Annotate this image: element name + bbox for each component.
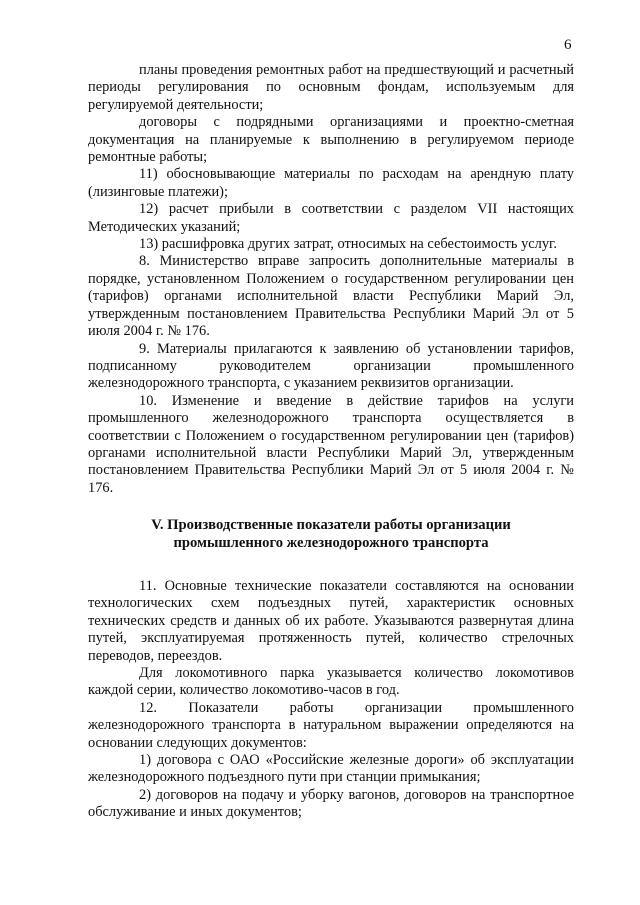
paragraph-8: 8. Министерство вправе запросить дополнительные материалы в порядке, установленном Положением о государственном регулировании цен (тарифов) органами исполнительной власти Республики Марий Эл, утвержденным постановлением Правительства Республики Марий Эл от 5 июля 2004 г. № 176. — [88, 253, 574, 340]
paragraph-12-item-1: 1) договора с ОАО «Российские железные дороги» об эксплуатации железнодорожного подъездного пути при станции примыкания; — [88, 752, 574, 786]
spacer — [88, 497, 574, 517]
spacer — [88, 552, 574, 578]
section-heading-line-1: V. Производственные показатели работы организации — [151, 517, 511, 534]
paragraph-12-item-2: 2) договоров на подачу и уборку вагонов, договоров на транспортное обслуживание и иных документов; — [88, 786, 574, 821]
paragraph-contracts: договоры с подрядными организациями и проектно-сметная документация на планируемые к выполнению в регулируемом периоде ремонтные работы; — [88, 114, 574, 166]
paragraph-item-11: 11) обосновывающие материалы по расходам на арендную плату (лизинговые платежи); — [88, 166, 574, 200]
paragraph-repair-plans: планы проведения ремонтных работ на предшествующий и расчетный периоды регулирования по основным фондам, используемым для регулируемой деятельности; — [88, 62, 574, 113]
document-body — [88, 62, 574, 822]
paragraph-item-13: 13) расшифровка других затрат, относимых на себестоимость услуг. — [139, 236, 557, 253]
paragraph-9: 9. Материалы прилагаются к заявлению об установлении тарифов, подписанному руководителем организации промышленного железнодорожного транспорта, с указанием реквизитов организации. — [88, 340, 574, 392]
paragraph-10: 10. Изменение и введение в действие тарифов на услуги промышленного железнодорожного транспорта осуществляется в соответствии с Положением о государственном регулировании цен (тарифов) органами исполнительной власти Республики Марий Эл, утвержденным постановлением Правительства Республики Марий Эл от 5 июля 2004 г. № 176. — [88, 392, 574, 496]
section-heading-line-2: промышленного железнодорожного транспорта — [173, 534, 489, 551]
page-number: 6 — [564, 37, 572, 53]
paragraph-item-12: 12) расчет прибыли в соответствии с разделом VII настоящих Методических указаний; — [88, 201, 574, 235]
paragraph-locomotive: Для локомотивного парка указывается количество локомотивов каждой серии, количество локомотиво-часов в год. — [88, 665, 574, 699]
paragraph-11: 11. Основные технические показатели составляются на основании технологических схем подъездных путей, характеристик основных технических средств и данных об их работе. Указываются развернутая длина путей, эксплуатируемая протяженность путей, количество стрелочных переводов, переездов. — [88, 577, 574, 664]
paragraph-12: 12. Показатели работы организации промышленного железнодорожного транспорта в натуральном выражении определяются на основании следующих документов: — [88, 699, 574, 751]
